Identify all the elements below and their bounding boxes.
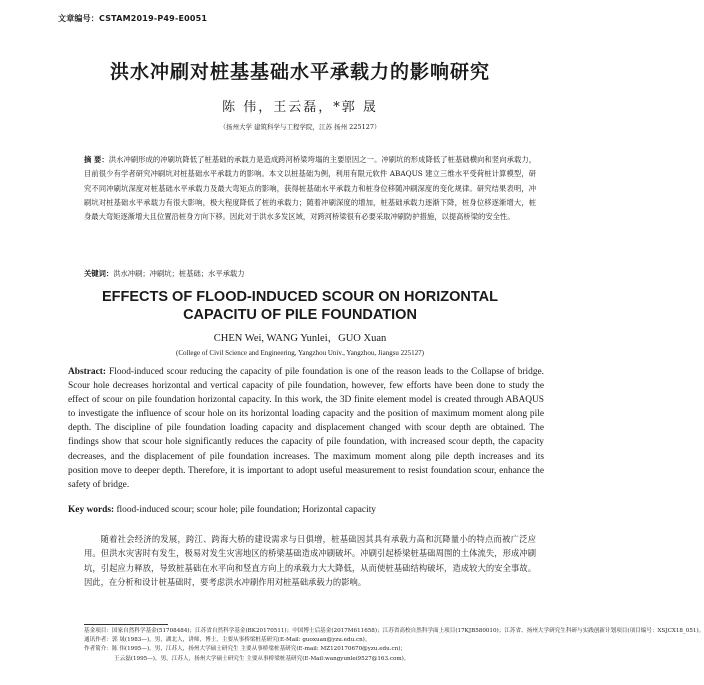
english-keywords-label: Key words: <box>68 505 115 515</box>
footnote-author-bio-1: 作者简介：陈 伟(1995—)，男，江苏人，扬州大学硕士研究生 主要从事桥梁桩基研究(E-mail: MZ120170670@yzu.edu.cn)； <box>84 646 406 653</box>
chinese-abstract-text: 洪水冲刷形成的冲刷坑降低了桩基础的承载力是造成跨河桥梁垮塌的主要原因之一。冲刷坑的形成降低了桩基础横向和竖向承载力，目前很少有学者研究冲刷坑对桩基础水平承载力的影响。本文以桩基础为例，利用有限元软件 ABAQUS 建立三维水平受荷桩计算模型，研究不同冲刷坑深度对桩基础水平承载力及最大弯矩点的影响，获得桩基础水平承载力和桩身位移随冲刷深度的变化规律。研究结果表明，冲刷坑对桩基础水平承载力有很大影响，极大程度降低了桩的承载力；随着冲刷深度的增加，桩基础承载力逐渐下降，桩身位移逐渐增大，桩身最大弯矩逐渐增大且位置沿桩身方向下移。因此对于洪水多发区域，对跨河桥梁很有必要采取冲刷防护措施，以提高桥梁的安全性。 <box>84 155 536 222</box>
english-abstract-label: Abstract: <box>68 367 107 377</box>
chinese-abstract <box>84 153 536 224</box>
english-abstract-text: Flood-induced scour reducing the capacity of pile foundation is one of the reason leads to the Collapse of bridge. Scour hole decreases horizontal and vertical capacity of pile foundation, however, few efforts have been done to study the effect of scour on pile foundation horizontal capacity. In this work, the 3D finite element model is created through ABAQUS to investigate the influence of scour hole on its horizontal loading capacity and the position of maximum moment along pile depth. The discipline of pile foundation loading capacity and displacement changed with scour depth are obtained. The findings show that scour hole significantly reduces the capacity of pile foundation, with increased scour depth, the capacity decreases, and the displacement of pile foundation increases. The maximum moment along pile depth increases and its position move to deeper depth. Therefore, it is important to adopt useful measurement to resist foundation scour, enhance the safety of bridge. <box>68 367 545 490</box>
chinese-authors: 陈 伟，王云磊，*郭 晟 <box>222 100 378 115</box>
footnote-divider <box>84 624 168 625</box>
english-title <box>0 288 600 324</box>
english-title-line-1: EFFECTS OF FLOOD-INDUCED SCOUR ON HORIZONTAL <box>101 289 499 305</box>
english-affiliation: (College of Civil Science and Engineering, Yangzhou Univ., Yangzhou, Jiangsu 225127) <box>175 349 424 357</box>
english-abstract <box>68 365 544 492</box>
chinese-abstract-label: 摘 要： <box>84 155 109 164</box>
chinese-keywords <box>84 268 536 280</box>
chinese-keywords-label: 关键词： <box>84 269 114 278</box>
chinese-title: 洪水冲刷对桩基基础水平承载力的影响研究 <box>109 61 490 83</box>
article-number: 文章编号：CSTAM2019-P49-E0051 <box>58 14 208 23</box>
footnote-author-bio-2: 王云磊(1995—)，男，江苏人，扬州大学硕士研究生 主要从事桥梁桩基研究(E-Mail:wangyunlei9527@163.com)。 <box>114 655 410 662</box>
introduction-paragraph: 随着社会经济的发展，跨江、跨海大桥的建设需求与日俱增，桩基础因其具有承载力高和沉降量小的特点而被广泛应用。但洪水灾害时有发生，极易对发生灾害地区的桥梁基础造成冲刷破坏。冲刷引起桥梁桩基础周围的土体流失，形成冲刷坑，引起应力释放，导致桩基础在水平向和竖直方向上的承载力大大降低，从而使桩基础结构破坏，造成较大的安全事故。因此，在分析和设计桩基础时，要考虑洪水冲刷作用对桩基础承载力的影响。 <box>84 534 536 588</box>
english-title-line-2: CAPACITU OF PILE FOUNDATION <box>183 307 417 323</box>
footnotes <box>84 627 704 664</box>
chinese-keywords-text: 洪水冲刷；冲刷坑；桩基础；水平承载力 <box>113 269 245 278</box>
footnote-funding: 基金项目：国家自然科学基金(51708484)；江苏省自然科学基金(BK20170511)；中国博士后基金(2017M611658)；江苏省高校自然科学面上项目(17KJB580010)；江苏省、扬州大学研究生科研与实践创新计划项目(项目编号：XSJCX18_051)。 <box>84 628 704 634</box>
english-keywords-text: flood-induced scour; scour hole; pile foundation; Horizontal capacity <box>116 505 376 515</box>
footnote-corresponding-author: 通讯作者：郭 晟(1983—)，男，湖北人，讲师，博士，主要从事桥梁桩基研究(E-Mail: guoxuan@yzu.edu.cn)。 <box>84 637 371 644</box>
english-authors: CHEN Wei, WANG Yunlei，GUO Xuan <box>213 333 387 344</box>
english-keywords <box>68 504 544 517</box>
chinese-affiliation: （扬州大学 建筑科学与工程学院，江苏 扬州 225127） <box>219 123 381 131</box>
